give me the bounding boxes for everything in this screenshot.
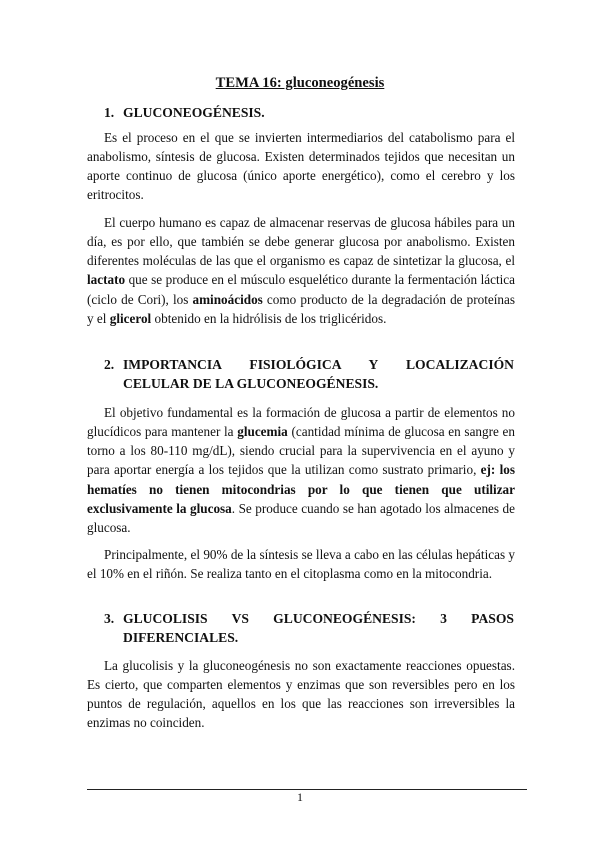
section-1-heading [104, 103, 514, 122]
text-run: que se produce en el músculo esquelético durante la fermentación láctica (ciclo de Cori), los [87, 272, 515, 307]
section-3-number: 3. [104, 611, 115, 626]
section-2-title-line-1: IMPORTANCIA FISIOLÓGICA Y LOCALIZACIÓN [123, 357, 514, 372]
section-1-paragraph-1 [87, 128, 515, 204]
bold-term: glicerol [109, 310, 152, 326]
text-run: Principalmente, el 90% de la síntesis se lleva a cabo en las células hepáticas y el 10% en el riñón. Se realiza tanto en el citoplasma como en la mitocondria. [87, 547, 515, 582]
section-2-title-line-2: CELULAR DE LA GLUCONEOGÉNESIS. [123, 376, 379, 391]
section-3-title-line-2: DIFERENCIALES. [123, 630, 239, 645]
text-run: El cuerpo humano es capaz de almacenar reservas de glucosa hábiles para un día, es por ello, que también se debe generar glucosa por anabolismo. Existen diferentes moléculas de las que el organismo es capaz de sintetizar la glucosa, el [87, 215, 515, 269]
section-2-paragraph-1 [87, 403, 515, 537]
bold-term: glucemia [237, 424, 288, 440]
section-3-paragraph-1 [87, 656, 515, 732]
text-run: (cantidad mínima de glucosa en sangre en torno a los 80-110 mg/dL), siendo crucial para la supervivencia en el ayuno y para aportar energía a los tejidos que la utilizan como sustrato primario, [87, 424, 515, 478]
text-run: El objetivo fundamental es la formación de glucosa a partir de elementos no glucídicos para mantener la [87, 405, 515, 440]
text-run: Es el proceso en el que se invierten intermediarios del catabolismo para el anabolismo, síntesis de glucosa. Existen determinados tejidos que necesitan un aporte continuo de glucosa (único aporte energético), como el cerebro y los eritrocitos. [87, 130, 515, 203]
document-title: TEMA 16: gluconeogénesis [215, 75, 385, 91]
section-3-heading [104, 609, 514, 647]
section-2-paragraph-2 [87, 545, 515, 583]
text-run: La glucolisis y la gluconeogénesis no son exactamente reacciones opuestas. Es cierto, que comparten elementos y enzimas que son reversibles pero en los puntos de regulación, aquellos en los que las reacciones son irreversibles la enzimas no coinciden. [87, 658, 515, 731]
page-number: 1 [297, 790, 303, 804]
section-2-heading [104, 355, 514, 393]
text-run: . Se produce cuando se han agotado los almacenes de glucosa. [87, 500, 515, 535]
section-1-title: GLUCONEOGÉNESIS. [123, 105, 265, 120]
section-1-number: 1. [104, 105, 115, 120]
bold-term: aminoácidos [192, 291, 263, 307]
bold-term: ej: los hematíes no tienen mitocondrias por lo que tienen que utilizar exclusivamente la glucosa [87, 462, 515, 516]
text-run: como producto de la degradación de proteínas y el [87, 291, 515, 326]
section-2-number: 2. [104, 357, 115, 372]
bold-term: lactato [87, 272, 126, 288]
text-run: obtenido en la hidrólisis de los triglicéridos. [151, 310, 387, 326]
section-3-title-line-1: GLUCOLISIS VS GLUCONEOGÉNESIS: 3 PASOS [123, 611, 514, 626]
section-1-paragraph-2 [87, 213, 515, 328]
